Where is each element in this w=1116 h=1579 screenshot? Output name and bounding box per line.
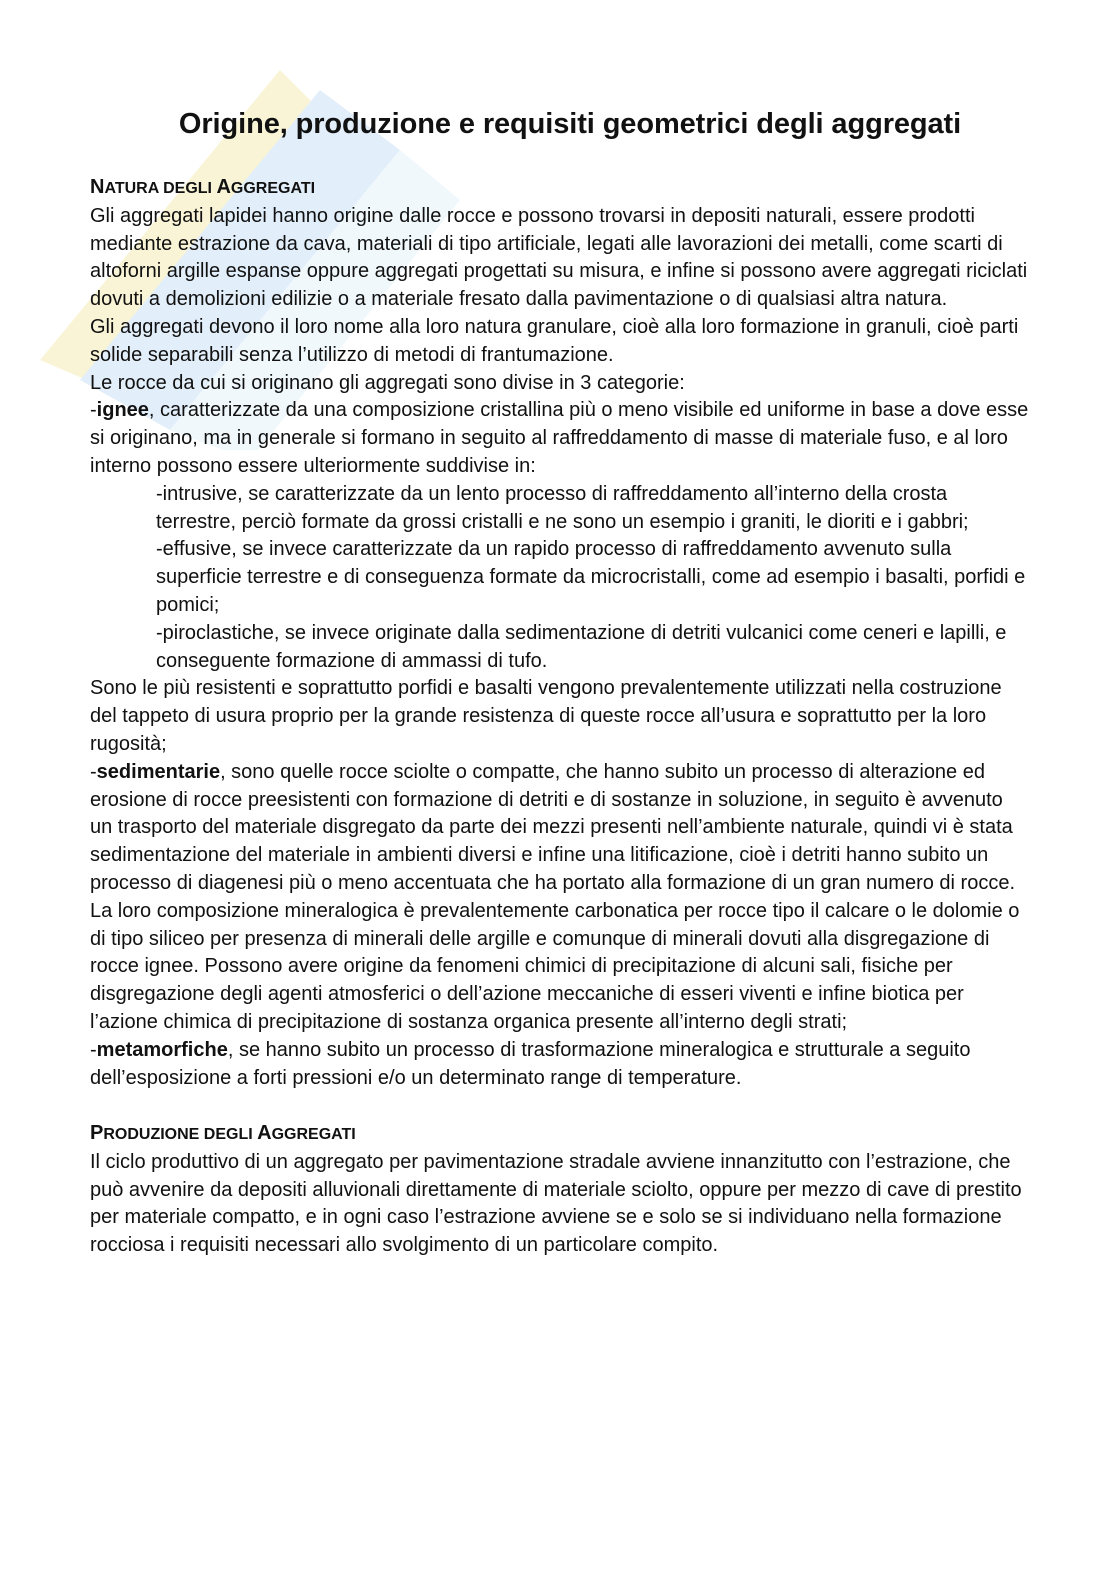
paragraph-categorie: Le rocce da cui si originano gli aggregati sono divise in 3 categorie: — [90, 371, 685, 394]
term-sedimentarie: sedimentarie — [96, 760, 221, 783]
list-item-piroclastiche: -piroclastiche, se invece originate dalla sedimentazione di detriti vulcanici come ceneri e lapilli, e conseguente formazione di ammassi di tufo. — [156, 621, 1007, 672]
paragraph-nome: Gli aggregati devono il loro nome alla loro natura granulare, cioè alla loro formazione in granuli, cioè parti solide separabili senza l’utilizzo di metodi di frantumazione. — [90, 315, 1019, 366]
section-heading-produzione: PRODUZIONE DEGLI AGGREGATI — [90, 1122, 356, 1145]
paragraph-resistenti: Sono le più resistenti e soprattutto porfidi e basalti vengono prevalentemente utilizzati nella costruzione del tappeto di usura proprio per la grande resistenza di queste rocce all’usura e soprattutto per la loro rugosità; — [90, 677, 1002, 755]
paragraph-ciclo-produttivo: Il ciclo produttivo di un aggregato per pavimentazione stradale avviene innanzitutto con l’estrazione, che può avvenire da depositi alluvionali direttamente di materiale sciolto, oppure per mezzo di cave di prestito per materiale compatto, e in ogni caso l’estrazione avviene se e solo se si individuano nella formazione rocciosa i requisiti necessari allo svolgimento di un particolare compito. — [90, 1150, 1022, 1257]
list-item-effusive: -effusive, se invece caratterizzate da un rapido processo di raffreddamento avvenuto sulla superficie terrestre e di conseguenza formate da microcristalli, come ad esempio i basalti, porfidi e pomici; — [156, 538, 1026, 616]
section-heading-natura: NATURA DEGLI AGGREGATI — [90, 176, 316, 198]
paragraph-origine: Gli aggregati lapidei hanno origine dalle rocce e possono trovarsi in depositi naturali, essere prodotti mediante estrazione da cava, materiali di tipo artificiale, legati alle lavorazioni dei metalli, come scarti di altoforni argille espanse oppure aggregati progettati su misura, e infine si possono avere aggregati riciclati dovuti a demolizioni edilizie o a materiale fresato dalla pavimentazione o di qualsiasi altra natura. — [90, 204, 1028, 311]
paragraph-ignee: -ignee, caratterizzate da una composizione cristallina più o meno visibile ed uniforme in base a dove esse si originano, ma in generale si formano in seguito al raffreddamento di masse di materiale fuso, e al loro interno possono essere ulteriormente suddivise in: — [90, 399, 1029, 477]
term-metamorfiche: metamorfiche — [96, 1038, 228, 1061]
paragraph-sedimentarie: -sedimentarie, sono quelle rocce sciolte o compatte, che hanno subito un processo di alterazione ed erosione di rocce preesistenti con formazione di detriti e di sostanze in soluzione, in seguito è avvenuto un trasporto del materiale disgregato da parte dei mezzi presenti nell’ambiente naturale, quindi vi è stata sedimentazione del materiale in ambienti diversi e infine una litificazione, cioè i detriti hanno subito un processo di diagenesi più o meno accentuata che ha portato alla formazione di un gran numero di rocce. La loro composizione mineralogica è prevalentemente carbonatica per rocce tipo il calcare o le dolomie o di tipo siliceo per presenza di minerali delle argille e comunque di minerali dovuti alla disgregazione di rocce ignee. Possono avere origine da fenomeni chimici di precipitazione di alcuni sali, fisiche per disgregazione degli agenti atmosferici o dell’azione meccaniche di esseri viventi e infine biotica per l’azione chimica di precipitazione di sostanza organica presente all’interno degli strati; — [90, 760, 1020, 1033]
page-title: Origine, produzione e requisiti geometrici degli aggregati — [178, 108, 962, 140]
list-item-intrusive: -intrusive, se caratterizzate da un lento processo di raffreddamento all’interno della crosta terrestre, perciò formate da grossi cristalli e ne sono un esempio i graniti, le dioriti e i gabbri; — [156, 482, 969, 533]
term-ignee: ignee — [96, 399, 149, 422]
document-body — [90, 174, 1030, 1260]
paragraph-metamorfiche: -metamorfiche, se hanno subito un processo di trasformazione mineralogica e strutturale a seguito dell’esposizione a forti pressioni e/o un determinato range di temperature. — [90, 1038, 971, 1089]
